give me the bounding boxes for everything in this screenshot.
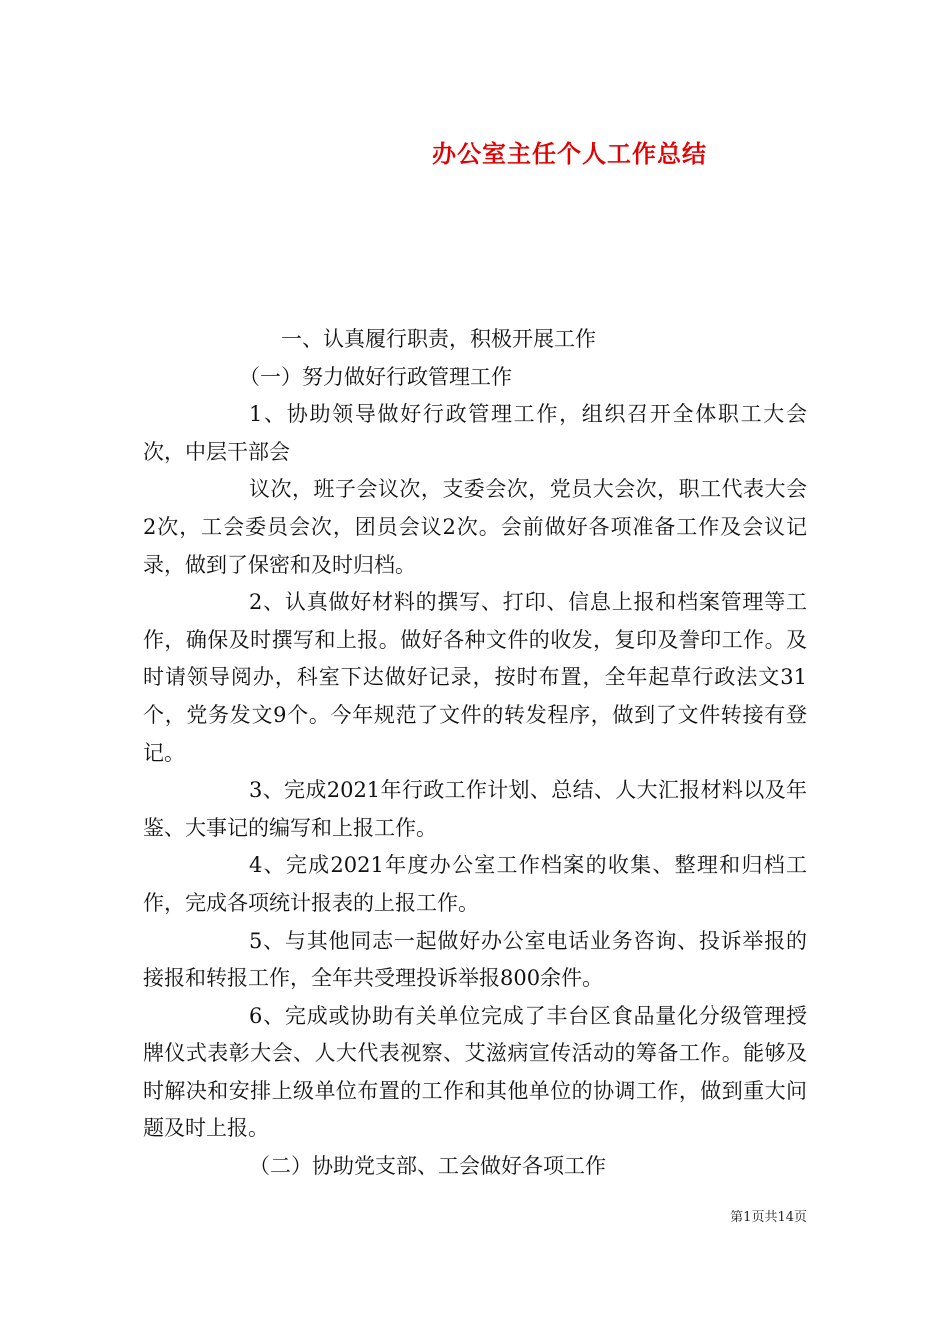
paragraph: 4、完成2021年度办公室工作档案的收集、整理和归档工作，完成各项统计报表的上报工作。 [143,853,807,915]
paragraph: 2、认真做好材料的撰写、打印、信息上报和档案管理等工作，确保及时撰写和上报。做好各种文件的收发，复印及誊印工作。及时请领导阅办，科室下达做好记录，按时布置，全年起草行政法文31个，党务发文9个。今年规范了文件的转发程序，做到了文件转接有登记。 [143,590,807,765]
paragraph: 3、完成2021年行政工作计划、总结、人大汇报材料以及年鉴、大事记的编写和上报工作。 [143,778,807,840]
subsection-heading: （二）协助党支部、工会做好各项工作 [249,1154,606,1179]
document-title: 办公室主任个人工作总结 [432,139,707,168]
subsection-heading: （一）努力做好行政管理工作 [239,364,512,389]
section-heading: 一、认真履行职责，积极开展工作 [281,327,596,351]
paragraph: 6、完成或协助有关单位完成了丰台区食品量化分级管理授牌仪式表彰大会、人大代表视察、艾滋病宣传活动的筹备工作。能够及时解决和安排上级单位布置的工作和其他单位的协调工作，做到重大问题及时上报。 [143,1003,807,1141]
paragraph: 5、与其他同志一起做好办公室电话业务咨询、投诉举报的接报和转报工作，全年共受理投诉举报800余件。 [143,928,807,991]
paragraph: 议次，班子会议次，支委会次，党员大会次，职工代表大会2次，工会委员会次，团员会议2次。会前做好各项准备工作及会议记录，做到了保密和及时归档。 [143,477,807,577]
page-number: 第1页共14页 [730,1210,807,1225]
document-body [143,321,807,1186]
paragraph: 1、协助领导做好行政管理工作，组织召开全体职工大会次，中层干部会 [143,402,807,464]
